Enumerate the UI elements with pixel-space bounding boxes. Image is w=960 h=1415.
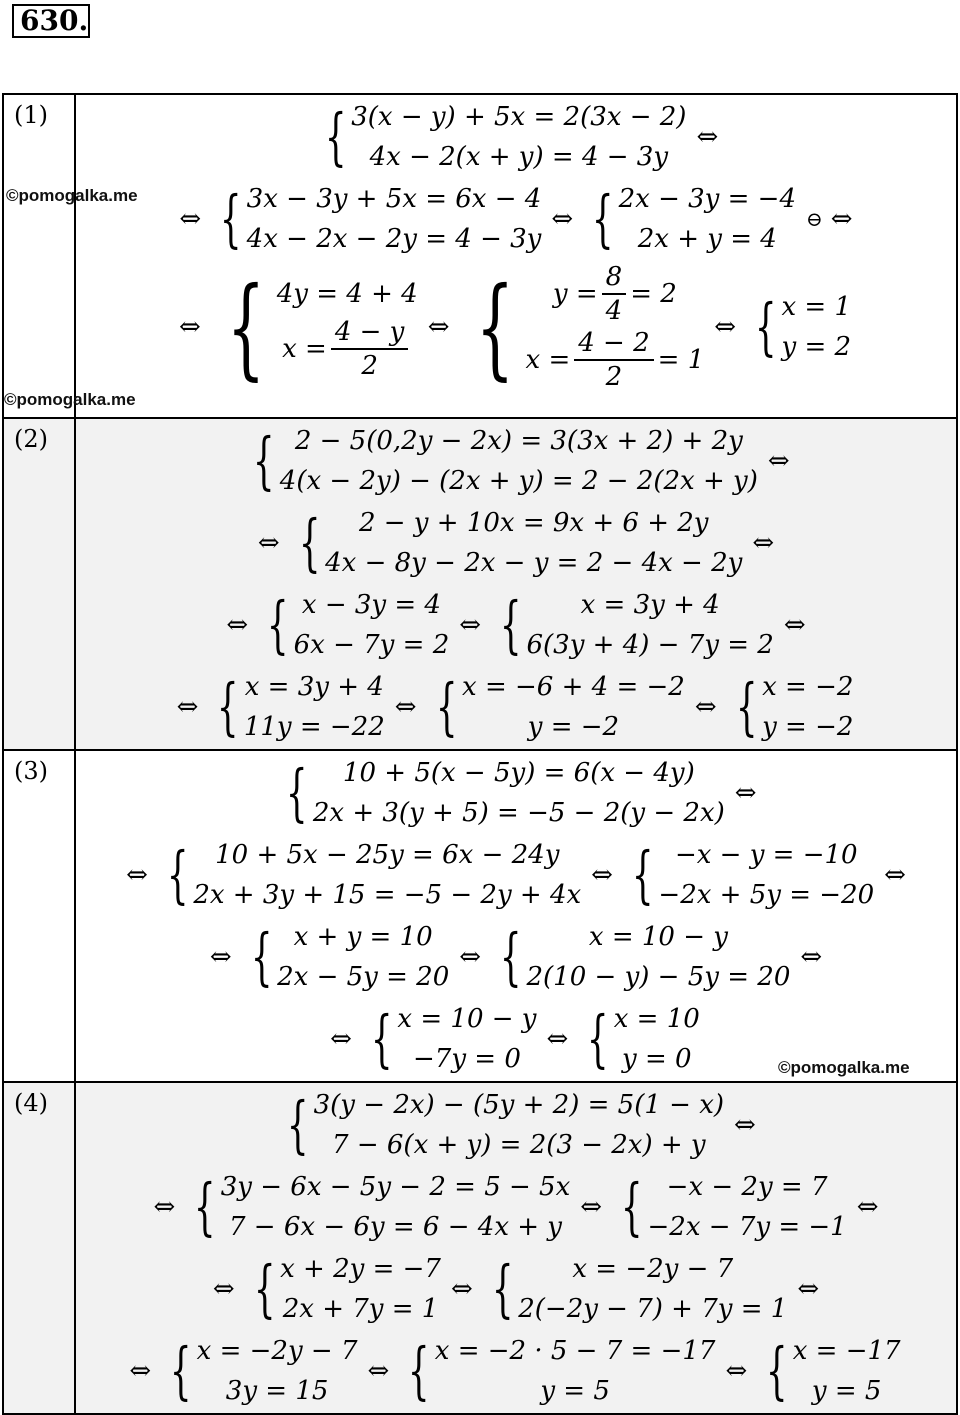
part-label: (4) bbox=[3, 1082, 75, 1414]
brace-icon: { bbox=[217, 670, 239, 743]
equivalence-arrow: ⇔ bbox=[546, 1024, 569, 1054]
equation: y = 0 bbox=[622, 1044, 692, 1074]
equivalence-arrow: ⇔ bbox=[580, 1192, 603, 1222]
system-rows bbox=[648, 1167, 847, 1247]
equation: 2x − 3y = −4 bbox=[618, 184, 796, 214]
system-rows bbox=[280, 421, 758, 501]
brace-icon: { bbox=[499, 920, 522, 993]
equation: y = −2 bbox=[527, 712, 620, 742]
equation-system bbox=[491, 585, 774, 665]
equivalence-arrow: ⇔ bbox=[153, 1192, 176, 1222]
system-rows bbox=[277, 272, 418, 382]
equation: x + y = 10 bbox=[293, 922, 433, 952]
eq-part: = 1 bbox=[657, 345, 705, 375]
equation: x = −2 · 5 − 7 = −17 bbox=[434, 1336, 716, 1366]
system-rows bbox=[325, 503, 742, 583]
system-rows bbox=[619, 179, 796, 259]
equivalence-arrow: ⇔ bbox=[459, 610, 482, 640]
equation: y = 5 bbox=[811, 1376, 882, 1406]
equation: 2x + 3y + 15 = −5 − 2y + 4x bbox=[193, 880, 582, 910]
equation: 4y = 4 + 4 bbox=[276, 279, 418, 309]
solution-line bbox=[76, 753, 956, 833]
equation: 6x − 7y = 2 bbox=[293, 630, 450, 660]
equation-system bbox=[757, 1331, 900, 1411]
system-rows bbox=[526, 585, 773, 665]
equivalence-arrow: ⇔ bbox=[459, 942, 482, 972]
equivalence-arrow: ⇔ bbox=[257, 528, 280, 558]
equivalence-arrow: ⇔ bbox=[209, 942, 232, 972]
equivalence-arrow: ⇔ bbox=[694, 692, 717, 722]
solution-line bbox=[76, 1331, 956, 1411]
equation: 2 − 5(0,2y − 2x) = 3(3x + 2) + 2y bbox=[294, 426, 743, 456]
solution-line bbox=[76, 585, 956, 665]
part-row-3 bbox=[3, 750, 957, 1082]
equivalence-arrow: ⇔ bbox=[830, 204, 853, 234]
problem-number-text: 630 bbox=[20, 4, 79, 37]
eq-part: = 2 bbox=[630, 279, 677, 309]
equivalence-arrow: ⇔ bbox=[330, 1024, 352, 1054]
system-rows bbox=[527, 917, 791, 997]
equation: 11y = −22 bbox=[243, 712, 385, 742]
equation-system bbox=[185, 1167, 570, 1247]
equivalence-arrow: ⇔ bbox=[725, 1356, 748, 1386]
watermark: ©pomogalka.me bbox=[6, 186, 138, 205]
brace-icon: { bbox=[194, 1170, 216, 1243]
equation-system bbox=[316, 97, 687, 177]
brace-icon: { bbox=[226, 263, 266, 391]
equivalence-arrow: ⇔ bbox=[767, 446, 790, 476]
eq-part: x = bbox=[282, 334, 327, 364]
equation-system bbox=[211, 263, 418, 391]
equivalence-arrow: ⇔ bbox=[783, 610, 806, 640]
denominator: 2 bbox=[605, 362, 623, 392]
system-rows bbox=[526, 261, 705, 393]
equivalence-arrow: ⇔ bbox=[179, 204, 202, 234]
equivalence-arrow: ⇔ bbox=[856, 1192, 879, 1222]
equation-system bbox=[208, 667, 384, 747]
equation: x = 10 − y bbox=[588, 922, 728, 952]
equation: −2x + 5y = −20 bbox=[658, 880, 875, 910]
system-rows bbox=[658, 835, 874, 915]
equation: 4(x − 2y) − (2x + y) = 2 − 2(2x + y) bbox=[279, 466, 758, 496]
eq-part: x = bbox=[525, 345, 571, 375]
brace-icon: { bbox=[287, 1088, 309, 1161]
equation bbox=[526, 327, 705, 393]
system-rows bbox=[221, 1167, 571, 1247]
equivalence-arrow: ⇔ bbox=[450, 1274, 473, 1304]
system-rows bbox=[294, 585, 450, 665]
equation: x = −17 bbox=[792, 1336, 901, 1366]
brace-icon: { bbox=[735, 670, 758, 743]
equation-system bbox=[578, 999, 700, 1079]
solution-line bbox=[76, 1249, 956, 1329]
equivalence-arrow: ⇔ bbox=[176, 692, 199, 722]
equation-system bbox=[399, 1331, 715, 1411]
part-label: (1) bbox=[3, 94, 75, 418]
equation: x + 2y = −7 bbox=[280, 1254, 441, 1284]
brace-icon: { bbox=[324, 100, 347, 173]
equation-system bbox=[612, 1167, 847, 1247]
denominator: 2 bbox=[361, 351, 378, 381]
numerator: 4 − 2 bbox=[574, 327, 653, 361]
equation: 3y = 15 bbox=[225, 1376, 329, 1406]
equation bbox=[553, 261, 677, 327]
equation-system bbox=[623, 835, 874, 915]
equation-system bbox=[245, 1249, 441, 1329]
problem-number bbox=[12, 4, 90, 38]
equation: 2x + 7y = 1 bbox=[282, 1294, 439, 1324]
equation: 2x − 5y = 20 bbox=[277, 962, 450, 992]
equation: y = −2 bbox=[762, 712, 854, 742]
solution-line bbox=[76, 1085, 956, 1165]
solution-line bbox=[76, 421, 956, 501]
part-body bbox=[75, 94, 957, 418]
equation: x = 10 − y bbox=[397, 1004, 537, 1034]
equation: 2(−2y − 7) + 7y = 1 bbox=[518, 1294, 788, 1324]
solution-line bbox=[76, 97, 956, 177]
solution-line bbox=[76, 917, 956, 997]
equivalence-arrow: ⇔ bbox=[178, 312, 201, 342]
equation: 3(x − y) + 5x = 2(3x − 2) bbox=[351, 102, 687, 132]
part-label: (3) bbox=[3, 750, 75, 1082]
system-rows bbox=[193, 835, 581, 915]
equivalence-arrow: ⇔ bbox=[591, 860, 613, 890]
equation: 10 + 5(x − 5y) = 6(x − 4y) bbox=[342, 758, 695, 788]
brace-icon: { bbox=[766, 1334, 788, 1407]
brace-icon: { bbox=[286, 756, 308, 829]
equation: 7 − 6(x + y) = 2(3 − 2x) + y bbox=[332, 1130, 706, 1160]
equivalence-arrow: ⇔ bbox=[427, 312, 450, 342]
equation-system bbox=[161, 1331, 357, 1411]
solution-line bbox=[76, 179, 956, 259]
equation-system bbox=[483, 1249, 788, 1329]
watermark: ©pomogalka.me bbox=[4, 390, 136, 409]
equivalence-arrow: ⇔ bbox=[226, 610, 249, 640]
equation: x = −2y − 7 bbox=[572, 1254, 734, 1284]
equation bbox=[282, 316, 412, 382]
solution-table bbox=[2, 93, 958, 1415]
system-rows bbox=[351, 97, 686, 177]
solution-line bbox=[76, 1167, 956, 1247]
system-rows bbox=[518, 1249, 787, 1329]
system-rows bbox=[280, 1249, 441, 1329]
watermark: ©pomogalka.me bbox=[778, 1058, 910, 1077]
equation: 2(10 − y) − 5y = 20 bbox=[526, 962, 791, 992]
brace-icon: { bbox=[631, 838, 654, 911]
equivalence-arrow: ⇔ bbox=[797, 1274, 820, 1304]
equation-system bbox=[242, 917, 450, 997]
eq-part: y = bbox=[552, 279, 598, 309]
equivalence-arrow: ⇔ bbox=[126, 860, 148, 890]
equation: 10 + 5x − 25y = 6x − 24y bbox=[215, 840, 560, 870]
equation: x = 1 bbox=[781, 292, 852, 322]
equivalence-arrow: ⇔ bbox=[734, 778, 757, 808]
equivalence-arrow: ⇔ bbox=[884, 860, 906, 890]
equation: x − 3y = 4 bbox=[301, 590, 441, 620]
brace-icon: { bbox=[435, 670, 458, 743]
equation: x = 3y + 4 bbox=[580, 590, 720, 620]
brace-icon: { bbox=[170, 1334, 192, 1407]
equation: x = −2 bbox=[762, 672, 854, 702]
equation-system bbox=[362, 999, 537, 1079]
equation-system bbox=[211, 179, 541, 259]
equivalence-arrow: ⇔ bbox=[714, 312, 737, 342]
equation: 7 − 6x − 6y = 6 − 4x + y bbox=[229, 1212, 562, 1242]
equation-system bbox=[158, 835, 581, 915]
equation-system bbox=[278, 1085, 724, 1165]
brace-icon: { bbox=[220, 182, 242, 255]
brace-icon: { bbox=[253, 424, 275, 497]
minus-circle-icon: ⊖ bbox=[806, 207, 823, 231]
brace-icon: { bbox=[499, 588, 522, 661]
equation: x = 3y + 4 bbox=[244, 672, 384, 702]
equation-system bbox=[727, 667, 854, 747]
part-row-4 bbox=[3, 1082, 957, 1414]
equivalence-arrow: ⇔ bbox=[800, 942, 823, 972]
system-rows bbox=[435, 1331, 716, 1411]
system-rows bbox=[762, 667, 853, 747]
denominator: 4 bbox=[605, 296, 623, 326]
equation: 2x + 3(y + 5) = −5 − 2(y − 2x) bbox=[312, 798, 725, 828]
part-body bbox=[75, 750, 957, 1082]
equivalence-arrow: ⇔ bbox=[129, 1356, 152, 1386]
part-body bbox=[75, 1082, 957, 1414]
equation: 2 − y + 10x = 9x + 6 + 2y bbox=[358, 508, 709, 538]
equation: 4x − 2(x + y) = 4 − 3y bbox=[369, 142, 669, 172]
equation-system bbox=[277, 753, 724, 833]
system-rows bbox=[793, 1331, 901, 1411]
system-rows bbox=[462, 667, 685, 747]
equation-system bbox=[583, 179, 796, 259]
brace-icon: { bbox=[491, 1252, 514, 1325]
numerator: 8 bbox=[602, 261, 627, 295]
system-rows bbox=[277, 917, 449, 997]
equation-system bbox=[460, 261, 705, 393]
part-row-1 bbox=[3, 94, 957, 418]
equivalence-arrow: ⇔ bbox=[752, 528, 775, 558]
system-rows bbox=[397, 999, 536, 1079]
equation-system bbox=[427, 667, 685, 747]
equation: x = −6 + 4 = −2 bbox=[462, 672, 685, 702]
equation: −7y = 0 bbox=[413, 1044, 521, 1074]
brace-icon: { bbox=[754, 290, 777, 363]
equation: x = 10 bbox=[613, 1004, 700, 1034]
equation-system bbox=[258, 585, 449, 665]
system-rows bbox=[614, 999, 700, 1079]
system-rows bbox=[781, 287, 851, 367]
brace-icon: { bbox=[620, 1170, 643, 1243]
equivalence-arrow: ⇔ bbox=[696, 122, 719, 152]
equation: 3x − 3y + 5x = 6x − 4 bbox=[246, 184, 542, 214]
system-rows bbox=[244, 667, 385, 747]
equation: 4x − 8y − 2x − y = 2 − 4x − 2y bbox=[325, 548, 743, 578]
part-label: (2) bbox=[3, 418, 75, 750]
equation: 2x + y = 4 bbox=[637, 224, 777, 254]
fraction bbox=[602, 261, 627, 327]
solution-line bbox=[76, 667, 956, 747]
part-row-2 bbox=[3, 418, 957, 750]
equivalence-arrow: ⇔ bbox=[212, 1274, 235, 1304]
problem-number-suffix: . bbox=[78, 4, 89, 37]
equation: y = 2 bbox=[781, 332, 852, 362]
equivalence-arrow: ⇔ bbox=[734, 1110, 756, 1140]
system-rows bbox=[197, 1331, 358, 1411]
part-body bbox=[75, 418, 957, 750]
system-rows bbox=[247, 179, 542, 259]
fraction bbox=[331, 316, 409, 382]
equation-system bbox=[746, 287, 851, 367]
brace-icon: { bbox=[370, 1002, 393, 1075]
equation: −2x − 7y = −1 bbox=[647, 1212, 847, 1242]
equation: 3y − 6x − 5y − 2 = 5 − 5x bbox=[220, 1172, 571, 1202]
equivalence-arrow: ⇔ bbox=[551, 204, 574, 234]
brace-icon: { bbox=[250, 920, 273, 993]
solution-line bbox=[76, 503, 956, 583]
system-rows bbox=[313, 753, 725, 833]
equivalence-arrow: ⇔ bbox=[394, 692, 417, 722]
equation-system bbox=[290, 503, 743, 583]
numerator: 4 − y bbox=[331, 316, 409, 350]
equation-system bbox=[491, 917, 790, 997]
fraction bbox=[574, 327, 653, 393]
equation-system bbox=[244, 421, 758, 501]
brace-icon: { bbox=[587, 1002, 609, 1075]
equation: x = −2y − 7 bbox=[196, 1336, 358, 1366]
brace-icon: { bbox=[267, 588, 289, 661]
equation: 3(y − 2x) − (5y + 2) = 5(1 − x) bbox=[313, 1090, 725, 1120]
equation: 4x − 2x − 2y = 4 − 3y bbox=[246, 224, 542, 254]
equation: −x − 2y = 7 bbox=[666, 1172, 828, 1202]
brace-icon: { bbox=[166, 838, 189, 911]
brace-icon: { bbox=[298, 506, 321, 579]
equation: 6(3y + 4) − 7y = 2 bbox=[526, 630, 774, 660]
brace-icon: { bbox=[475, 263, 514, 391]
brace-icon: { bbox=[408, 1334, 430, 1407]
system-rows bbox=[314, 1085, 724, 1165]
equation: y = 5 bbox=[540, 1376, 610, 1406]
solution-line bbox=[76, 261, 956, 393]
brace-icon: { bbox=[592, 182, 614, 255]
equation: −x − y = −10 bbox=[674, 840, 858, 870]
equivalence-arrow: ⇔ bbox=[367, 1356, 390, 1386]
brace-icon: { bbox=[253, 1252, 276, 1325]
solution-line bbox=[76, 835, 956, 915]
